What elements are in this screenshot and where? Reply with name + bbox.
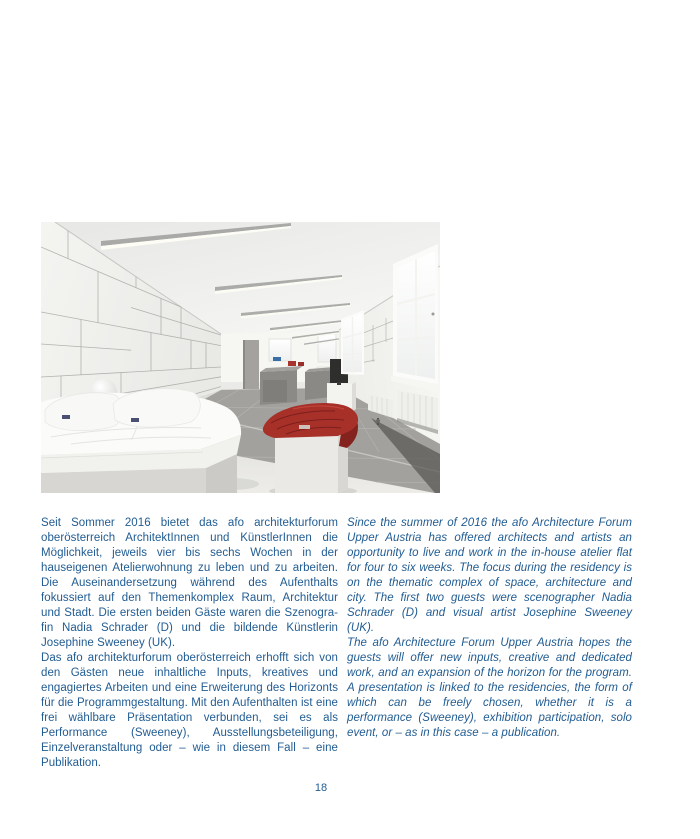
- paragraph-german-2: Das afo architekturforum oberösterreich erhofft sich von den Gästen neue inhaltliche Inputs, kreatives und engagiertes Arbeiten und eine Erweiterung des Horizonts für die Programmgestaltung. Mit den Aufenthalten ist eine frei wählbare Präsentation verbunden, sei es als Performance (Sweeney), Ausstellungsbeteiligung, Einzelveranstaltung oder – wie in diesem Fall – eine Publikation.: [41, 652, 338, 769]
- pillow-tag: [62, 415, 70, 419]
- blanket-label: [299, 425, 310, 429]
- desk: [260, 366, 303, 405]
- blue-object: [273, 357, 281, 361]
- pillow-tag: [131, 418, 139, 422]
- plinth-group: [263, 403, 358, 493]
- atelier-photo: [41, 222, 440, 493]
- mid-window: [341, 310, 364, 375]
- paragraph-english-2: The afo Architecture Forum Upper Austria hopes the guests will offer new inputs, creative and dedicated work, and an expansion of the horizon for the program. A presentation is linked to the residencies, the form of which can be freely chosen, whether it is a performance (Sweeney), exhibition participation, solo event, or – as in this case – a publication.: [347, 637, 632, 739]
- near-window: [391, 244, 440, 392]
- page-number: 18: [314, 782, 328, 794]
- far-window-2: [318, 334, 336, 362]
- paragraph-english-1: Since the summer of 2016 the afo Architecture Forum Upper Austria has offered architects and artists an opportunity to live and work in the in-house atelier flat for four to six weeks. The focus during the residency is on the thematic complex of space, architecture and city. The first two guests were scenographer Nadia Schrader (D) and visual artist Josephine Sweeney (UK).: [347, 517, 632, 634]
- door: [244, 340, 259, 389]
- red-chair: [298, 362, 304, 366]
- plinth: [275, 431, 338, 493]
- column-english: [347, 516, 632, 741]
- radiator-valve: [376, 419, 380, 423]
- paragraph-german-1: Seit Sommer 2016 bietet das afo architekturforum oberösterreich ArchitektInnen und KünstlerInnen die Möglichkeit, jeweils vier bis sechs Wochen in der hauseigenen Atelierwohnung zu leben und zu arbeiten. Die Auseinandersetzung während des Aufenthalts fokussiert auf den Themenkomplex Raum, Architektur und Stadt. Die ersten beiden Gäste waren die Szenografin Nadia Schrader (D) und die bildende Künstlerin Josephine Sweeney (UK).: [41, 517, 338, 649]
- red-chair: [288, 361, 296, 366]
- window-handle: [432, 313, 435, 316]
- atelier-photo-svg: [41, 222, 440, 493]
- column-german: [41, 516, 338, 771]
